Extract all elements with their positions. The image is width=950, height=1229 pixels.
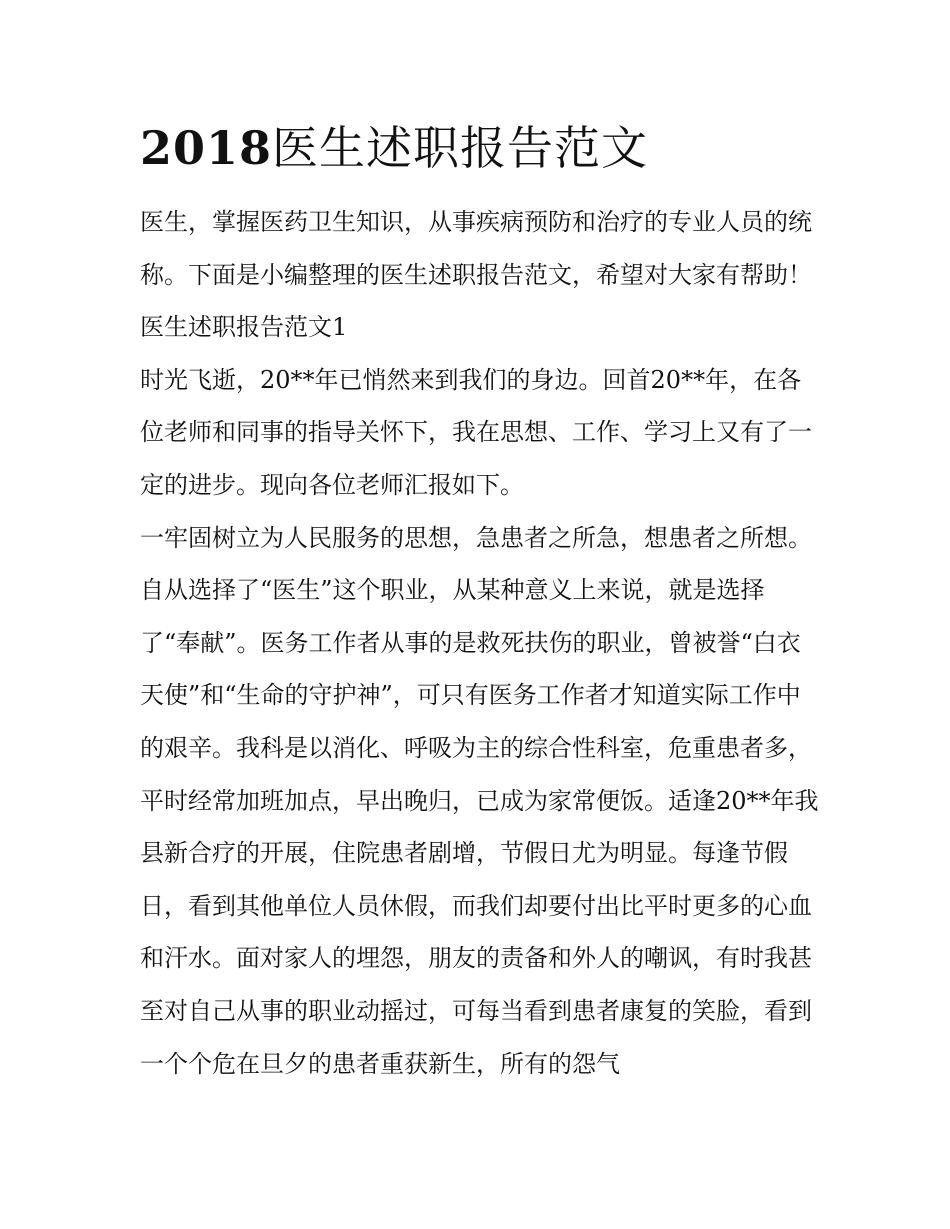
paragraph-section-heading: 一牢固树立为人民服务的思想，急患者之所急，想患者之所想。 bbox=[140, 523, 812, 552]
page-title bbox=[140, 116, 648, 180]
title-year: 2018 bbox=[140, 121, 273, 175]
document-body bbox=[140, 196, 820, 1090]
paragraph-dedication: 自从选择了“医生”这个职业，从某种意义上来说，就是选择了“奉献”。医务工作者从事的是救死扶伤的职业，曾被誉“白衣天使”和“生命的守护神”，可只有医务工作者才知道实际工作中的艰辛。我科是以消化、呼吸为主的综合性科室，危重患者多，平时经常加班加点，早出晚归，已成为家常便饭。适逢20**年我县新合疗的开展，住院患者剧增，节假日尤为明显。每逢节假日，看到其他单位人员休假，而我们却要付出比平时更多的心血和汗水。面对家人的埋怨，朋友的责备和外人的嘲讽，有时我甚至对自己从事的职业动摇过，可每当看到患者康复的笑脸，看到一个个危在旦夕的患者重获新生，所有的怨气 bbox=[140, 576, 819, 1078]
title-text: 医生述职报告范文 bbox=[272, 121, 649, 175]
paragraph-intro: 医生，掌握医药卫生知识，从事疾病预防和治疗的专业人员的统称。下面是小编整理的医生述职报告范文，希望对大家有帮助！ 医生述职报告范文1 bbox=[140, 208, 812, 342]
paragraph-opening: 时光飞逝，20**年已悄然来到我们的身边。回首20**年，在各位老师和同事的指导关怀下，我在思想、工作、学习上又有了一定的进步。现向各位老师汇报如下。 bbox=[140, 365, 812, 499]
